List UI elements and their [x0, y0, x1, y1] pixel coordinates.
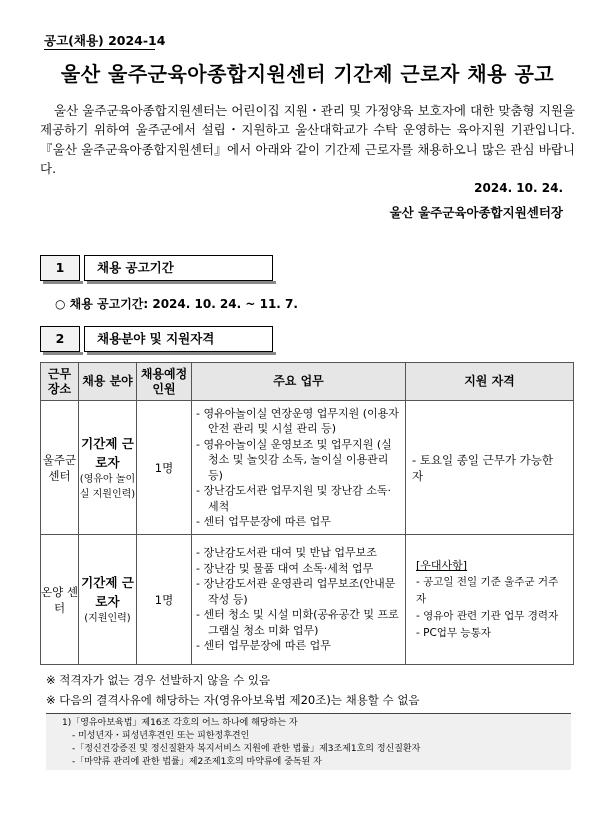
preferred-list: [416, 574, 563, 642]
footnote-item: - 미성년자・피성년후견인 또는 피한정후견인: [72, 731, 250, 741]
header-location: 근무 장소: [41, 363, 79, 401]
footnote-item: -「마약류 관리에 관한 법률」제2조제1호의 마약류에 중독된 자: [72, 757, 322, 767]
duty-item: - 장난감 및 물품 대여 소독·세척 업무: [196, 561, 401, 577]
location-cell: 온양 센터: [41, 535, 79, 665]
table-header-row: [41, 363, 574, 401]
recruitment-table: [40, 362, 574, 665]
notice-date: 2024. 10. 24.: [474, 181, 563, 195]
header-field: 채용 분야: [79, 363, 137, 401]
intro-paragraph: 울산 울주군육아종합지원센터는 어린이집 지원・관리 및 가정양육 보호자에 대한 맞춤형 지원을 제공하기 위하여 울주군에서 설립・지원하고 울산대학교가 수탁 운영하는 육아지원 기관입니다.『울산 울주군육아종합지원센터』에서 아래와 같이 기간제 근로자를 채용하오니 많은 관심 바랍니다.: [40, 103, 575, 176]
duty-item: - 영유아놀이실 운영보조 및 업무지원 (실청소 및 놀잇감 소독, 놀이실 이용관리 등): [196, 437, 401, 484]
section-1-number: 1: [40, 255, 80, 281]
field-cell: [79, 535, 137, 665]
headcount-cell: 1명: [137, 535, 192, 665]
field-title: 기간제 근로자: [81, 435, 134, 470]
field-subtitle: (지원인력): [84, 613, 131, 624]
section-2-number-shadow: [43, 352, 83, 355]
disqualification-footnote: [46, 713, 571, 770]
page-title: 울산 울주군육아종합지원센터 기간제 근로자 채용 공고: [60, 62, 555, 86]
duty-item: - 센터 업무분장에 따른 업무: [196, 638, 401, 654]
duty-item: - 센터 청소 및 시설 미화(공유공간 및 프로그램실 청소 미화 업무): [196, 607, 401, 638]
section-1-number-shadow: [43, 281, 83, 284]
section-2-title-shadow: [87, 352, 276, 355]
location-cell: 울주군 센터: [41, 401, 79, 535]
table-row: [41, 401, 574, 535]
duty-item: - 센터 업무분장에 따른 업무: [196, 514, 401, 530]
duties-list: [192, 402, 405, 534]
headcount-cell: 1명: [137, 401, 192, 535]
field-subtitle: (영유아 놀이실 지원인력): [79, 473, 136, 500]
footnote-lead: 1)「영유아보육법」제16조 각호의 어느 하나에 해당하는 자: [62, 718, 298, 728]
duties-list: [192, 541, 405, 658]
preferred-qualifications: [406, 557, 573, 642]
footnote-item: -「정신건강증진 및 정신질환자 복지서비스 지원에 관한 법률」제3조제1호의 정신질환자: [72, 744, 421, 754]
preferred-item: - PC업무 능통자: [416, 625, 563, 642]
notice-number-underline: [44, 49, 155, 50]
section-1-title: 채용 공고기간: [84, 255, 273, 281]
duties-cell: [192, 535, 406, 665]
duty-item: - 장난감도서관 업무지원 및 장난감 소독·세척: [196, 483, 401, 514]
header-qualification: 지원 자격: [406, 363, 574, 401]
duty-item: - 영유아놀이실 연장운영 업무지원 (이용자 안전 관리 및 시설 관리 등): [196, 406, 401, 437]
duties-cell: [192, 401, 406, 535]
header-count: 채용예정 인원: [137, 363, 192, 401]
recruitment-period: ○ 채용 공고기간: 2024. 10. 24. ~ 11. 7.: [55, 297, 298, 311]
notice-number: 공고(채용) 2024-14: [44, 33, 166, 48]
field-cell: [79, 401, 137, 535]
section-2-title: 채용분야 및 지원자격: [84, 326, 273, 352]
preferred-item: - 영유아 관련 기관 업무 경력자: [416, 608, 563, 625]
duty-item: - 장난감도서관 대여 및 반납 업무보조: [196, 545, 401, 561]
header-duties: 주요 업무: [192, 363, 406, 401]
preferred-item: - 공고일 전일 기준 울주군 거주자: [416, 574, 563, 608]
note-disqualification: ※ 다음의 결격사유에 해당하는 자(영유아보육법 제20조)는 채용할 수 없음: [46, 693, 420, 707]
field-title: 기간제 근로자: [81, 575, 134, 609]
table-row: [41, 535, 574, 665]
section-1-title-shadow: [87, 281, 276, 284]
note-no-qualified: ※ 적격자가 없는 경우 선발하지 않을 수 있음: [46, 673, 271, 687]
section-2-number: 2: [40, 326, 80, 352]
qualification-text: - 토요일 종일 근무가 가능한 자: [406, 452, 573, 484]
preferred-label: [우대사항]: [416, 559, 468, 572]
duty-item: - 장난감도서관 운영관리 업무보조(안내문 작성 등): [196, 576, 401, 607]
qualification-cell: [406, 535, 574, 665]
qualification-cell: [406, 401, 574, 535]
issuer-name: 울산 울주군육아종합지원센터장: [389, 205, 563, 220]
